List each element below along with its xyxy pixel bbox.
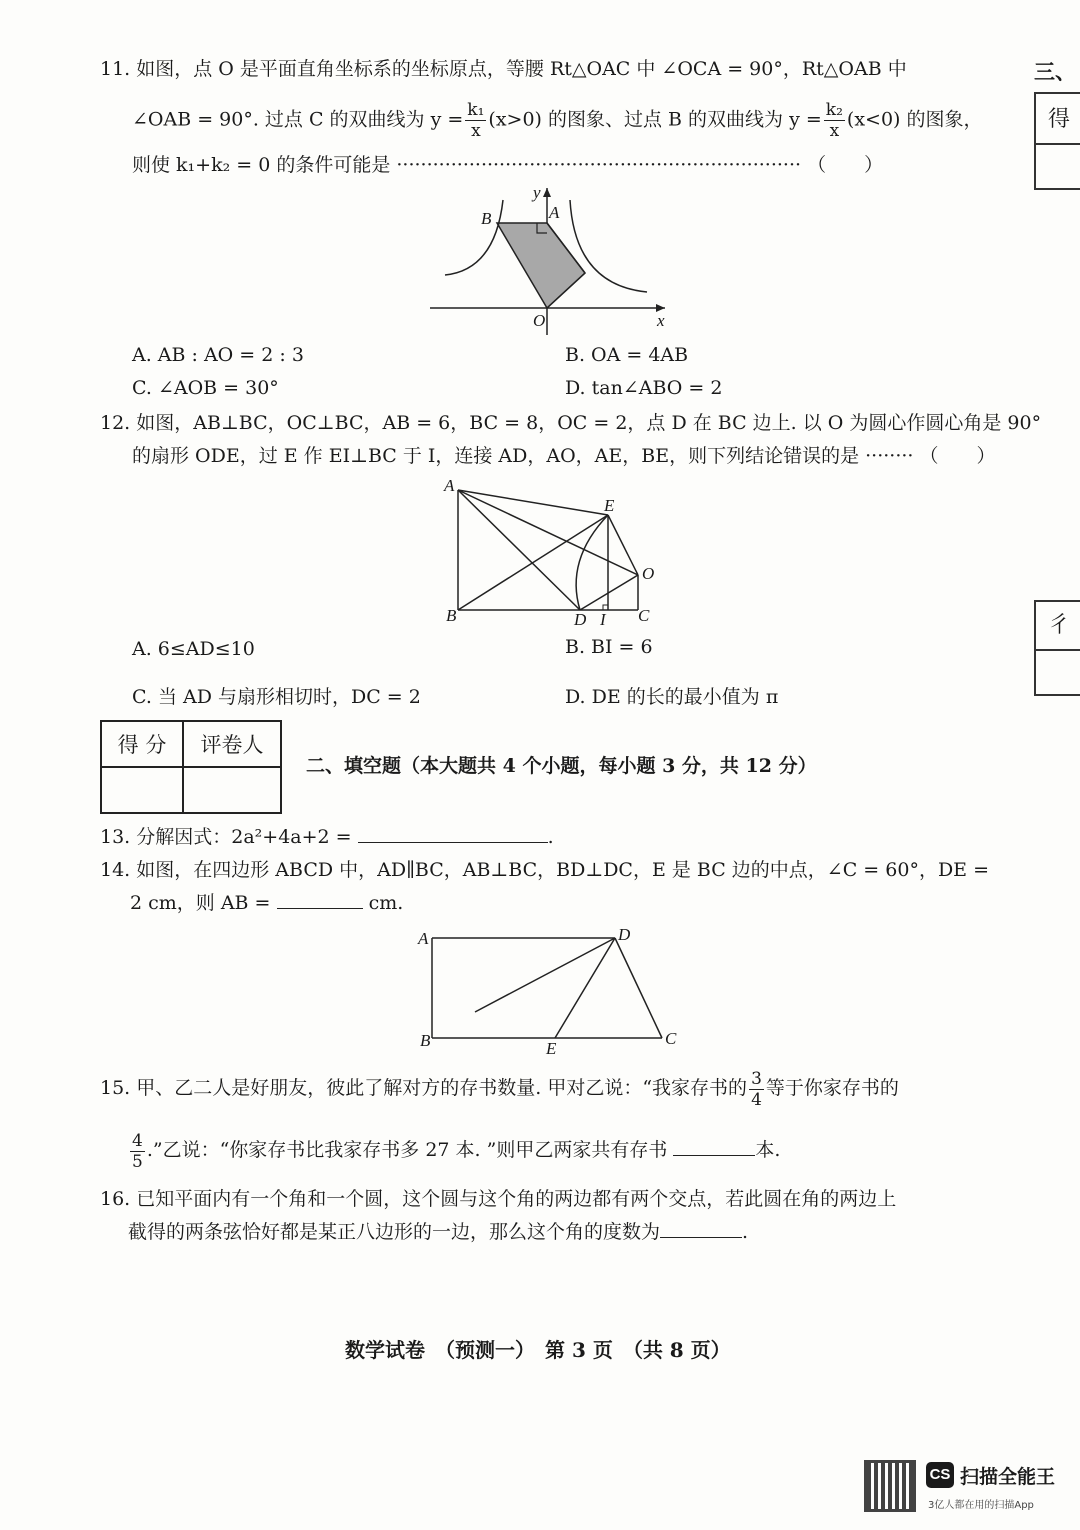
side-DC — [615, 938, 662, 1038]
q14-line2a: 2 cm，则 AB = — [130, 892, 271, 914]
q11-line1: 11. 如图，点 O 是平面直角坐标系的坐标原点，等腰 Rt△OAC 中 ∠OCA = 90°，Rt△OAB 中 — [100, 58, 907, 80]
label-E: E — [546, 1039, 557, 1057]
q12-figure — [440, 475, 670, 630]
label-O: O — [533, 311, 546, 330]
q11-option-b[interactable]: B. OA = 4AB — [565, 344, 689, 366]
q12-option-a[interactable]: A. 6≤AD≤10 — [132, 638, 255, 660]
margin-score-box-2 — [1034, 600, 1080, 696]
cs-logo: CS — [926, 1462, 954, 1488]
q11-frac-k2: $\frac{\text{k₂}}{x}$ — [825, 100, 843, 141]
q15-line2a: .”乙说：“你家存书比我家存书多 27 本. ”则甲乙两家共有存书 — [146, 1139, 668, 1161]
line-OE — [608, 515, 638, 575]
label-D: D — [574, 610, 587, 629]
q11-line3: 则使 k₁+k₂ = 0 的条件可能是 ··································································· （ ） — [132, 154, 884, 176]
q15-line1a: 15. 甲、乙二人是好朋友，彼此了解对方的存书数量. 甲对乙说：“我家存书的 — [100, 1077, 748, 1099]
q14-line1: 14. 如图，在四边形 ABCD 中，AD∥BC，AB⊥BC，BD⊥DC，E 是 BC 边的中点，∠C = 60°，DE = — [100, 859, 990, 881]
q12-option-d[interactable]: D. DE 的长的最小值为 π — [565, 686, 779, 708]
q11-line2a: ∠OAB = 90°. 过点 C 的双曲线为 y = — [132, 108, 464, 131]
q11-figure — [425, 180, 675, 340]
label-O: O — [642, 564, 655, 583]
q16-answer-blank[interactable] — [660, 1219, 742, 1238]
segment-DE — [555, 938, 615, 1038]
q13: 13. 分解因式：2a²+4a+2 = . — [100, 826, 554, 848]
q14-line2b: cm. — [368, 892, 404, 914]
hyperbola-right — [570, 200, 647, 292]
section2-title: 二、填空题（本大题共 4 个小题，每小题 3 分，共 12 分） — [306, 755, 817, 777]
q13-text: 13. 分解因式：2a²+4a+2 = — [100, 826, 352, 848]
label-A: A — [418, 929, 429, 948]
q16-line2: 截得的两条弦恰好都是某正八边形的一边，那么这个角的度数为 . — [128, 1221, 749, 1243]
grader-label: 评卷人 — [183, 721, 281, 767]
label-C: C — [638, 606, 650, 625]
q13-answer-blank[interactable] — [358, 824, 548, 843]
scanner-name: 扫描全能王 — [960, 1466, 1056, 1488]
line-BE — [458, 515, 608, 610]
qr-code — [864, 1460, 916, 1512]
q15-answer-blank[interactable] — [673, 1137, 755, 1156]
label-D: D — [618, 925, 631, 944]
q11-option-c[interactable]: C. ∠AOB = 30° — [132, 377, 279, 399]
q12-line2: 的扇形 ODE，过 E 作 EI⊥BC 于 I，连接 AD，AO，AE，BE，则下列结论错误的是 ········ （ ） — [132, 445, 996, 467]
margin-de1: 得 — [1048, 107, 1071, 132]
q11-line2 — [132, 100, 983, 141]
q15-line1b: 等于你家存书的 — [765, 1077, 899, 1099]
q12-line1: 12. 如图，AB⊥BC，OC⊥BC，AB = 6，BC = 8，OC = 2，点 D 在 BC 边上. 以 O 为圆心作圆心角是 90° — [100, 412, 1042, 434]
margin-de2: 彳 — [1048, 613, 1071, 638]
q16-line1: 16. 已知平面内有一个角和一个圆，这个圆与这个角的两边都有两个交点，若此圆在角的两边上 — [100, 1188, 897, 1210]
q11-frac-k1: $\frac{\text{k₁}}{x}$ — [467, 100, 485, 141]
q14-line2 — [130, 890, 403, 916]
q15-frac-3-4: $\frac{3}{4}$ — [751, 1068, 762, 1110]
score-label: 得 分 — [101, 721, 183, 767]
margin-section3: 三、 — [1034, 59, 1076, 84]
label-B: B — [420, 1031, 431, 1050]
q15-frac-4-5: $\frac{4}{5}$ — [132, 1130, 143, 1172]
score-box — [100, 720, 282, 814]
label-I: I — [600, 610, 606, 629]
label-A: A — [549, 203, 560, 222]
grader-cell[interactable] — [183, 767, 281, 813]
q11-option-d[interactable]: D. tan∠ABO = 2 — [565, 377, 723, 399]
margin-score-box-1 — [1034, 92, 1080, 190]
scanner-tagline: 3亿人都在用的扫描App — [928, 1500, 1034, 1511]
q12-option-c[interactable]: C. 当 AD 与扇形相切时，DC = 2 — [132, 686, 421, 708]
label-y: y — [533, 183, 541, 202]
q15-line1 — [100, 1066, 899, 1110]
q14-answer-blank[interactable] — [277, 890, 363, 909]
q16-line2: 截得的两条弦恰好都是某正八边形的一边，那么这个角的度数为 — [128, 1221, 661, 1243]
line-OD — [580, 575, 638, 610]
q11-line2b: (x>0) 的图象、过点 B 的双曲线为 y = — [488, 108, 822, 131]
segment-BD — [475, 938, 615, 1012]
label-C: C — [665, 1029, 677, 1048]
q11-option-a[interactable]: A. AB : AO = 2 : 3 — [132, 344, 304, 366]
q15-line2b: 本. — [755, 1139, 781, 1161]
q11-line2c: (x<0) 的图象， — [846, 108, 983, 131]
q12-option-b[interactable]: B. BI = 6 — [565, 636, 653, 658]
label-E: E — [604, 496, 615, 515]
label-x: x — [657, 311, 665, 330]
label-A: A — [444, 476, 455, 495]
q14-figure — [410, 922, 690, 1057]
score-cell[interactable] — [101, 767, 183, 813]
hyperbola-left — [445, 200, 503, 275]
shaded-region — [497, 223, 585, 308]
q15-line2 — [128, 1128, 780, 1172]
label-B: B — [446, 606, 457, 625]
page-footer: 数学试卷 （预测一） 第 3 页 （共 8 页） — [345, 1338, 731, 1362]
label-B: B — [481, 209, 492, 228]
